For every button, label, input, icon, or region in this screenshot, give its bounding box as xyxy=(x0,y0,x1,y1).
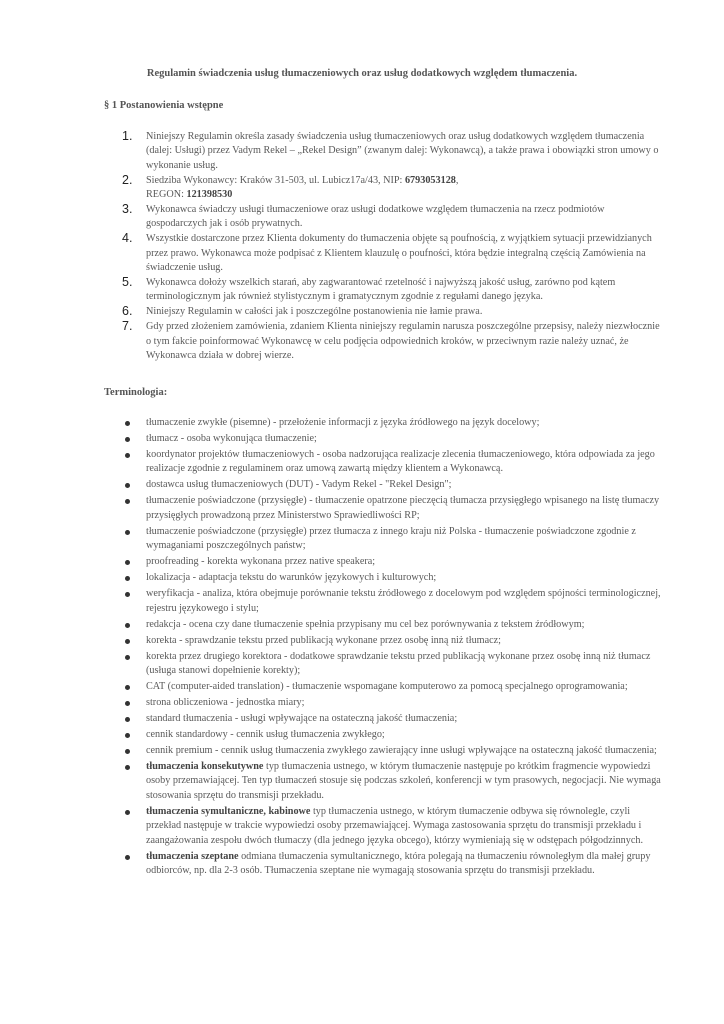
bullet-icon xyxy=(125,655,130,660)
list-item xyxy=(122,680,662,694)
terminology-heading: Terminologia: xyxy=(104,387,168,398)
list-item xyxy=(122,555,662,569)
list-item xyxy=(122,232,662,275)
bullet-icon xyxy=(125,733,130,738)
item-text: Wszystkie dostarczone przez Klienta dokumenty do tłumaczenia objęte są poufnością, z wyjątkiem sytuacji przewidzianych przez prawo. Wykonawca może podpisać z Klientem klauzulę o poufności, która będzie integralną częścią Zamówienia na świadczenie usług. xyxy=(146,233,652,274)
list-item xyxy=(122,276,662,305)
item-text: strona obliczeniowa - jednostka miary; xyxy=(146,697,305,709)
list-item xyxy=(122,744,662,758)
bullet-icon xyxy=(125,701,130,706)
list-item xyxy=(122,805,662,848)
list-item xyxy=(122,478,662,492)
list-item xyxy=(122,130,662,173)
list-item xyxy=(122,494,662,523)
list-item xyxy=(122,634,662,648)
regon-label: REGON: xyxy=(146,189,187,201)
list-item xyxy=(122,432,662,446)
item-text: Siedziba Wykonawcy: Kraków 31-503, ul. Lubicz17a/43, NIP: xyxy=(146,174,405,186)
item-text: tłumaczenie poświadczone (przysięgłe) przez tłumacza z innego kraju niż Polska - tłumaczenie poświadczone zgodnie z wymaganiami poszczególnych państw; xyxy=(146,525,636,552)
item-text: typ tłumaczenia ustnego, w którym tłumaczenie odbywa się równolegle, czyli przekład następuje w trakcie wypowiedzi osoby przemawiającej. Wymaga zastosowania sprzętu do transmisji przekładu i zaangażowania zespołu dwóch tłumaczy (dla jednego języka obcego), którzy wymieniają się w odstępach półgodzinnych. xyxy=(146,805,644,846)
item-text: odmiana tłumaczenia symultanicznego, która polegają na tłumaczeniu równoległym dla małej grupy odbiorców, np. dla 2-3 osób. Tłumaczenia szeptane nie wymagają stosowania sprzętu do transmisji przekładu. xyxy=(146,850,651,877)
bullet-icon xyxy=(125,421,130,426)
item-text: korekta przez drugiego korektora - dodatkowe sprawdzanie tekstu przed publikacją wykonane przez osobę inną niż tłumacz (usługa stanowi dopełnienie korekty); xyxy=(146,650,651,677)
bullet-icon xyxy=(125,530,130,535)
item-text: korekta - sprawdzanie tekstu przed publikacją wykonane przez osobę inną niż tłumacz; xyxy=(146,634,502,646)
bullet-icon xyxy=(125,623,130,628)
numbered-list xyxy=(122,130,662,364)
list-item xyxy=(122,587,662,616)
item-text: Niniejszy Regulamin określa zasady świadczenia usług tłumaczeniowych oraz usług dodatkowych względem tłumaczenia (dalej: Usługi) przez Vadym Rekel – „Rekel Design” (zwanym dalej: Wykonawcą), a także prawa i obowiązki stron umowy o wykonanie usług. xyxy=(146,131,659,171)
document-title: Regulamin świadczenia usług tłumaczeniowych oraz usług dodatkowych względem tłumaczenia. xyxy=(146,68,578,79)
item-text: CAT (computer-aided translation) - tłumaczenie wspomagane komputerowo za pomocą specjalnego oprogramowania; xyxy=(146,681,628,693)
item-text: Gdy przed złożeniem zamówienia, zdaniem Klienta niniejszy regulamin narusza poszczególne przepsisy, należy niezwłocznie o tym fakcie poinformować Wykonawcę w celu podjęcia odpowiednich kroków, w przeciwnym razie należy uznać, że Wykonawca działa w dobrej wierze. xyxy=(146,321,660,362)
item-text: standard tłumaczenia - usługi wpływające na ostateczną jakość tłumaczenia; xyxy=(146,713,458,725)
list-item xyxy=(122,305,662,319)
item-text: Wykonawca dołoży wszelkich starań, aby zagwarantować rzetelność i najwyższą jakość usług, zarówno pod kątem terminologicznym jak również stylistycznym i gramatycznym zgodnie z regułami danego języka. xyxy=(146,277,616,303)
term-label: tłumaczenia szeptane xyxy=(146,850,239,862)
item-number: 6. xyxy=(122,304,133,319)
item-text: tłumaczenie poświadczone (przysięgłe) - tłumaczenie opatrzone pieczęcią tłumacza przysięgłego wpisanego na listę tłumaczy przysięgłych prowadzoną przez Ministerstwo Sprawiedliwości RP; xyxy=(146,495,660,521)
item-text: weryfikacja - analiza, która obejmuje porównanie tekstu źródłowego z docelowym pod względem spójności terminologicznej, rejestru językowego i stylu; xyxy=(146,588,661,614)
bullet-list xyxy=(122,416,662,880)
term-label: tłumaczenia symultaniczne, kabinowe xyxy=(146,805,311,817)
bullet-icon xyxy=(125,639,130,644)
list-item xyxy=(122,618,662,632)
item-text: tłumaczenie zwykłe (pisemne) - przełożenie informacji z języka źródłowego na język docelowy; xyxy=(146,417,540,428)
item-number: 1. xyxy=(122,129,133,143)
list-item xyxy=(122,448,662,477)
item-text: tłumacz - osoba wykonująca tłumaczenie; xyxy=(146,433,317,444)
list-item xyxy=(122,760,662,803)
bullet-icon xyxy=(125,855,130,860)
bullet-icon xyxy=(125,717,130,722)
bullet-icon xyxy=(125,685,130,690)
bullet-icon xyxy=(125,576,130,581)
item-text: Niniejszy Regulamin w całości jak i poszczególne postanowienia nie łamie prawa. xyxy=(146,306,483,318)
list-item xyxy=(122,728,662,742)
bullet-icon xyxy=(125,765,130,770)
item-number: 4. xyxy=(122,231,133,246)
list-item xyxy=(122,696,662,710)
list-item xyxy=(122,571,662,585)
bullet-icon xyxy=(125,437,130,442)
item-number: 3. xyxy=(122,202,133,217)
item-text: , xyxy=(455,174,459,186)
bullet-icon xyxy=(125,749,130,754)
item-text: koordynator projektów tłumaczeniowych - osoba nadzorująca realizacje zlecenia tłumaczeniowego, która odpowiada za jego realizacje zgodnie z regulaminem oraz umową zawartą między klientem a Wykonawcą. xyxy=(146,449,655,475)
bullet-icon xyxy=(125,810,130,815)
bullet-icon xyxy=(125,453,130,458)
list-item xyxy=(122,320,662,363)
list-item xyxy=(122,525,662,554)
list-item xyxy=(122,416,662,430)
list-item xyxy=(122,850,662,879)
bullet-icon xyxy=(125,560,130,565)
item-number: 5. xyxy=(122,275,133,290)
term-label: tłumaczenia konsekutywne xyxy=(146,761,264,773)
regon-value: 121398530 xyxy=(186,189,233,201)
item-text: lokalizacja - adaptacja tekstu do warunków językowych i kulturowych; xyxy=(146,572,437,584)
section-heading: § 1 Postanowienia wstępne xyxy=(104,100,224,111)
item-text: dostawca usług tłumaczeniowych (DUT) - Vadym Rekel - "Rekel Design"; xyxy=(146,479,452,491)
item-text: typ tłumaczenia ustnego, w którym tłumaczenie następuje po krótkim fragmencie wypowiedzi osoby przemawiającej. Ten typ tłumaczeń stosuje się podczas szkoleń, konferencji w tym prasowych, negocjacji. Nie wymaga stosowania sprzętu do transmisji przekładu. xyxy=(146,761,661,801)
nip-value: 6793053128 xyxy=(404,174,456,186)
bullet-icon xyxy=(125,483,130,488)
item-text: proofreading - korekta wykonana przez native speakera; xyxy=(146,556,376,568)
list-item xyxy=(122,174,662,203)
item-text: redakcja - ocena czy dane tłumaczenie spełnia przypisany mu cel bez porównywania z tekstem źródłowym; xyxy=(146,618,585,630)
list-item xyxy=(122,712,662,726)
bullet-icon xyxy=(125,592,130,597)
item-text: cennik premium - cennik usług tłumaczenia zwykłego zawierający inne usługi wpływające na ostateczną jakość tłumaczenia; xyxy=(146,745,657,757)
list-item xyxy=(122,650,662,679)
item-text: Wykonawca świadczy usługi tłumaczeniowe oraz usługi dodatkowe względem tłumaczenia na rzecz podmiotów gospodarczych jak i osób prywatnych. xyxy=(146,204,605,230)
list-item xyxy=(122,203,662,232)
item-text: cennik standardowy - cennik usług tłumaczenia zwykłego; xyxy=(146,729,385,741)
item-number: 7. xyxy=(122,319,133,334)
item-number: 2. xyxy=(122,172,133,187)
bullet-icon xyxy=(125,499,130,504)
